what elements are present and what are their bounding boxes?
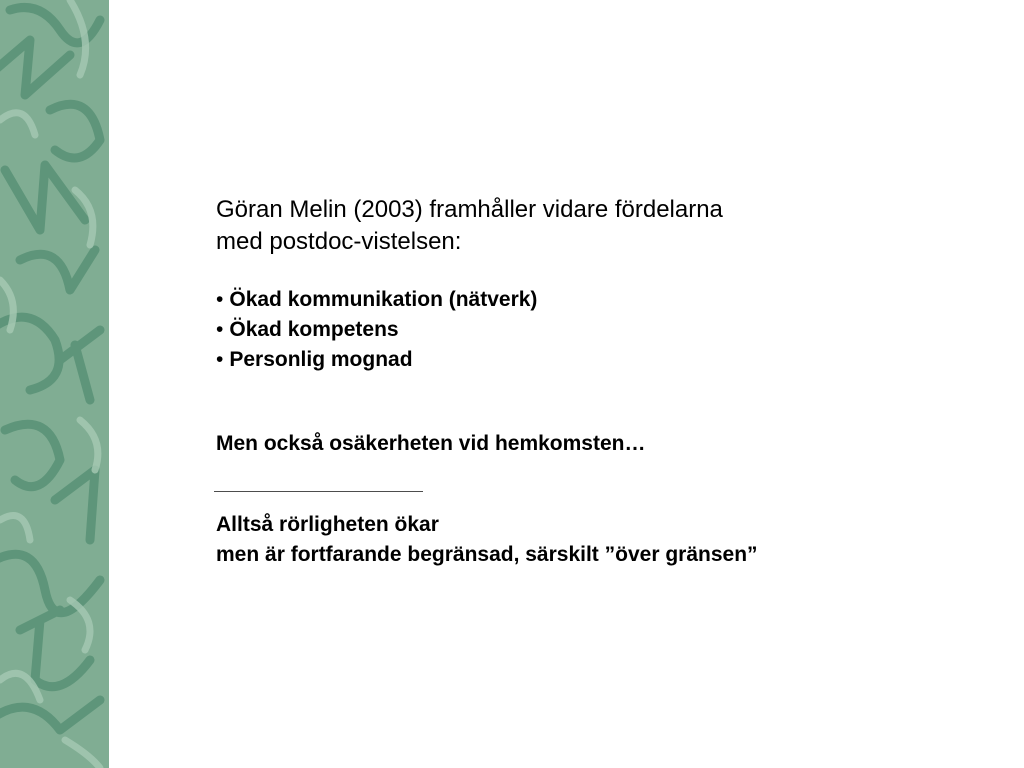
list-item <box>216 285 996 315</box>
intro-text <box>216 194 996 258</box>
list-item-text: Personlig mognad <box>229 348 413 371</box>
list-item-text: Ökad kompetens <box>229 318 399 341</box>
conclusion-line-2: men är fortfarande begränsad, särskilt ”över gränsen” <box>216 543 758 566</box>
divider-line <box>214 491 423 492</box>
bullet-marker: • <box>216 288 224 311</box>
list-item <box>216 315 996 345</box>
benefits-list <box>216 285 996 375</box>
intro-line-2: med postdoc-vistelsen: <box>216 228 462 255</box>
conclusion-line-1: Alltså rörligheten ökar <box>216 513 439 536</box>
calligraphy-pattern-graphic <box>0 0 109 768</box>
conclusion-text <box>216 510 996 570</box>
decorative-letter-panel <box>0 0 109 768</box>
list-item-text: Ökad kommunikation (nätverk) <box>229 288 538 311</box>
bullet-marker: • <box>216 348 224 371</box>
list-item <box>216 345 996 375</box>
slide-content <box>216 194 996 570</box>
bullet-marker: • <box>216 318 224 341</box>
intro-line-1: Göran Melin (2003) framhåller vidare fördelarna <box>216 196 723 223</box>
caveat-text: Men också osäkerheten vid hemkomsten… <box>216 432 646 455</box>
